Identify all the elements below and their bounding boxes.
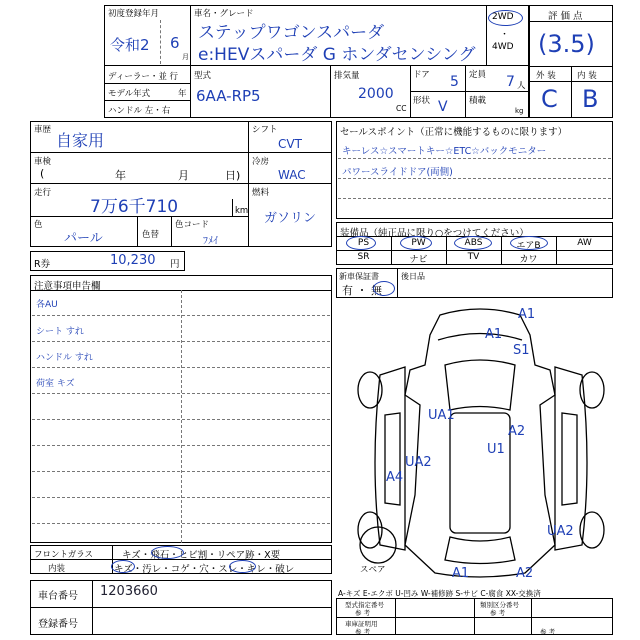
shape-label: 形状: [413, 96, 431, 106]
type-label: 型式: [194, 71, 212, 81]
equip-sr: SR: [357, 252, 370, 262]
equip-aw: AW: [577, 238, 592, 248]
car-name-line2: e:HEVスパーダ G ホンダセンシング: [198, 45, 476, 65]
ac-value: WAC: [278, 168, 306, 182]
model-year-unit: 年: [178, 89, 187, 99]
class-ref-label: 参 考: [490, 609, 506, 617]
type-designation-label: 型式指定番号: [345, 601, 384, 609]
note-line: [32, 367, 330, 368]
displacement-value: 2000: [358, 86, 394, 102]
sales-point-2: パワースライドドア(両側): [342, 167, 453, 178]
displacement-unit: CC: [396, 104, 407, 113]
car-name-line1: ステップワゴンスパーダ: [198, 23, 385, 43]
load-unit: kg: [515, 107, 524, 115]
color-code-value: ﾌﾒｲ: [203, 236, 218, 247]
equip-pw-circle: [400, 236, 432, 250]
damage-left-edge: A4: [386, 470, 404, 485]
interior-options: キズ・汚レ・コゲ・穴・スレ・キレ・破レ: [114, 564, 295, 575]
type-ref-label: 参 考: [355, 609, 371, 617]
note-line: [32, 445, 330, 446]
drive-2wd: 2WD: [492, 12, 514, 22]
later-items-label: 後日品: [401, 272, 425, 281]
notes-title: 注意事項申告欄: [34, 281, 101, 292]
equip-abs-circle: [454, 236, 492, 250]
warranty-none-circle: [373, 281, 395, 296]
note-2: シート すれ: [36, 327, 84, 337]
equip-airbag: エアB: [516, 241, 541, 251]
exterior-grade: C: [541, 85, 558, 113]
equip-ps: PS: [357, 238, 370, 248]
ac-label: 冷房: [252, 157, 270, 167]
inspection-year: 年: [115, 169, 126, 182]
equip-leather: カワ: [519, 255, 538, 265]
capacity-label: 定員: [469, 70, 487, 80]
inspection-paren: (: [40, 167, 45, 180]
note-line: [32, 497, 330, 498]
damage-front-bumper: A1: [518, 307, 536, 322]
note-line: [32, 393, 330, 394]
fuel-label: 燃料: [252, 188, 270, 198]
class-number-label: 類別区分番号: [480, 601, 519, 609]
first-reg-label: 初度登録年月: [108, 9, 160, 19]
reg-type-value: 自家用: [56, 131, 105, 150]
inspection-label: 車検: [34, 157, 52, 167]
handle-label: ハンドル 左・右: [108, 106, 171, 116]
warranty-value: 有 ・ 無: [342, 284, 382, 297]
reg-type-label: 車歴: [34, 125, 52, 135]
equip-tv: TV: [467, 252, 480, 262]
color-label: 色: [34, 220, 43, 230]
exterior-label: 外 装: [536, 71, 556, 81]
cert-ref-label: 参 考: [355, 628, 371, 636]
damage-roof: U1: [487, 442, 505, 457]
sales-points-title: セールスポイント（正常に機能するものに限ります）: [340, 127, 568, 138]
color-value: パール: [64, 231, 103, 246]
wear-circle: [229, 560, 256, 573]
note-1: 各AU: [36, 300, 58, 310]
interior-label: 内 装: [577, 71, 597, 81]
registration-label: 登録番号: [38, 619, 78, 630]
mileage-label: 走行: [34, 188, 52, 198]
equip-navi: ナビ: [409, 255, 428, 265]
inspection-month: 月: [178, 169, 189, 182]
note-line: [32, 341, 330, 342]
damage-rust: S1: [513, 343, 530, 358]
sales-point-1: キーレス☆スマートキー☆ETC☆バックモニター: [342, 146, 547, 157]
note-line: [32, 471, 330, 472]
type-value: 6AA-RP5: [196, 87, 261, 105]
equip-abs: ABS: [464, 238, 483, 248]
drive-4wd: 4WD: [492, 42, 514, 52]
door-label: ドア: [413, 70, 430, 80]
cert-ref-label-2: 参 考: [540, 628, 556, 636]
damage-right-front: A2: [508, 424, 526, 439]
shift-value: CVT: [278, 137, 302, 151]
model-year-label: モデル年式: [108, 89, 151, 99]
recycle-unit: 円: [170, 259, 180, 270]
fuel-value: ガソリン: [264, 211, 317, 226]
color-code-label: 色コード: [175, 220, 210, 230]
shape-value: V: [438, 99, 448, 115]
recycle-label: R券: [34, 259, 51, 270]
grade-score: (3.5): [538, 30, 595, 58]
spare-label: スペア: [360, 565, 386, 575]
interior-cond-label: 内装: [48, 564, 66, 574]
shift-label: シフト: [252, 125, 278, 135]
grade-title: 評 価 点: [548, 11, 583, 22]
damage-right-rear: UA2: [547, 524, 574, 539]
note-line: [32, 523, 330, 524]
note-line: [32, 315, 330, 316]
equip-airbag-circle: [510, 236, 548, 250]
capacity-value: 7: [506, 74, 515, 90]
interior-grade: B: [582, 85, 599, 113]
cert-number-label: 車庫証明用: [345, 620, 378, 628]
damage-front-hood: A1: [485, 327, 503, 342]
inspection-day: 日): [225, 169, 241, 182]
note-4: 荷室 キズ: [36, 379, 75, 389]
chassis-label: 車台番号: [38, 591, 78, 602]
load-label: 積載: [469, 96, 487, 106]
damage-rear-right: A2: [516, 566, 534, 581]
scratch-circle: [111, 560, 135, 573]
damage-rear-left: A1: [452, 566, 470, 581]
month-value: 6: [170, 34, 180, 52]
displacement-label: 排気量: [334, 71, 360, 81]
era-value: 令和2: [110, 36, 150, 54]
damage-left-front: UA1: [428, 408, 455, 423]
chassis-value: 1203660: [100, 584, 158, 599]
damage-legend: A-キズ E-エクボ U-凹み W-補修跡 S-サビ C-腐食 XX-交換済: [338, 589, 541, 598]
dealer-label: ディーラー・並 行: [108, 72, 179, 82]
capacity-unit: 人: [517, 81, 526, 91]
recycle-value: 10,230: [110, 253, 156, 268]
windshield-label: フロントガラス: [34, 550, 93, 560]
damage-left-rear: UA2: [405, 455, 432, 470]
name-grade-label: 車名・グレード: [194, 9, 254, 19]
equip-ps-circle: [346, 236, 376, 250]
equipment-title: 装備品（純正品に限り○をつけてください）: [340, 228, 529, 239]
color-swap-label: 色替: [142, 230, 160, 240]
door-value: 5: [450, 74, 459, 90]
recycle-box: [30, 251, 185, 271]
mileage-unit: km: [235, 206, 249, 216]
stone-chip-circle: [151, 546, 184, 559]
equip-pw: PW: [411, 238, 426, 248]
mileage-value: 7万6千710: [90, 197, 179, 217]
note-3: ハンドル すれ: [36, 353, 93, 363]
drive-dot: ・: [500, 30, 510, 40]
note-line: [32, 419, 330, 420]
warranty-label: 新車保証書: [339, 272, 379, 281]
month-unit: 月: [182, 53, 189, 61]
car-diagram: [350, 305, 612, 585]
windshield-options: キズ・飛石・ヒビ割・リペア跡・X要: [122, 550, 281, 561]
